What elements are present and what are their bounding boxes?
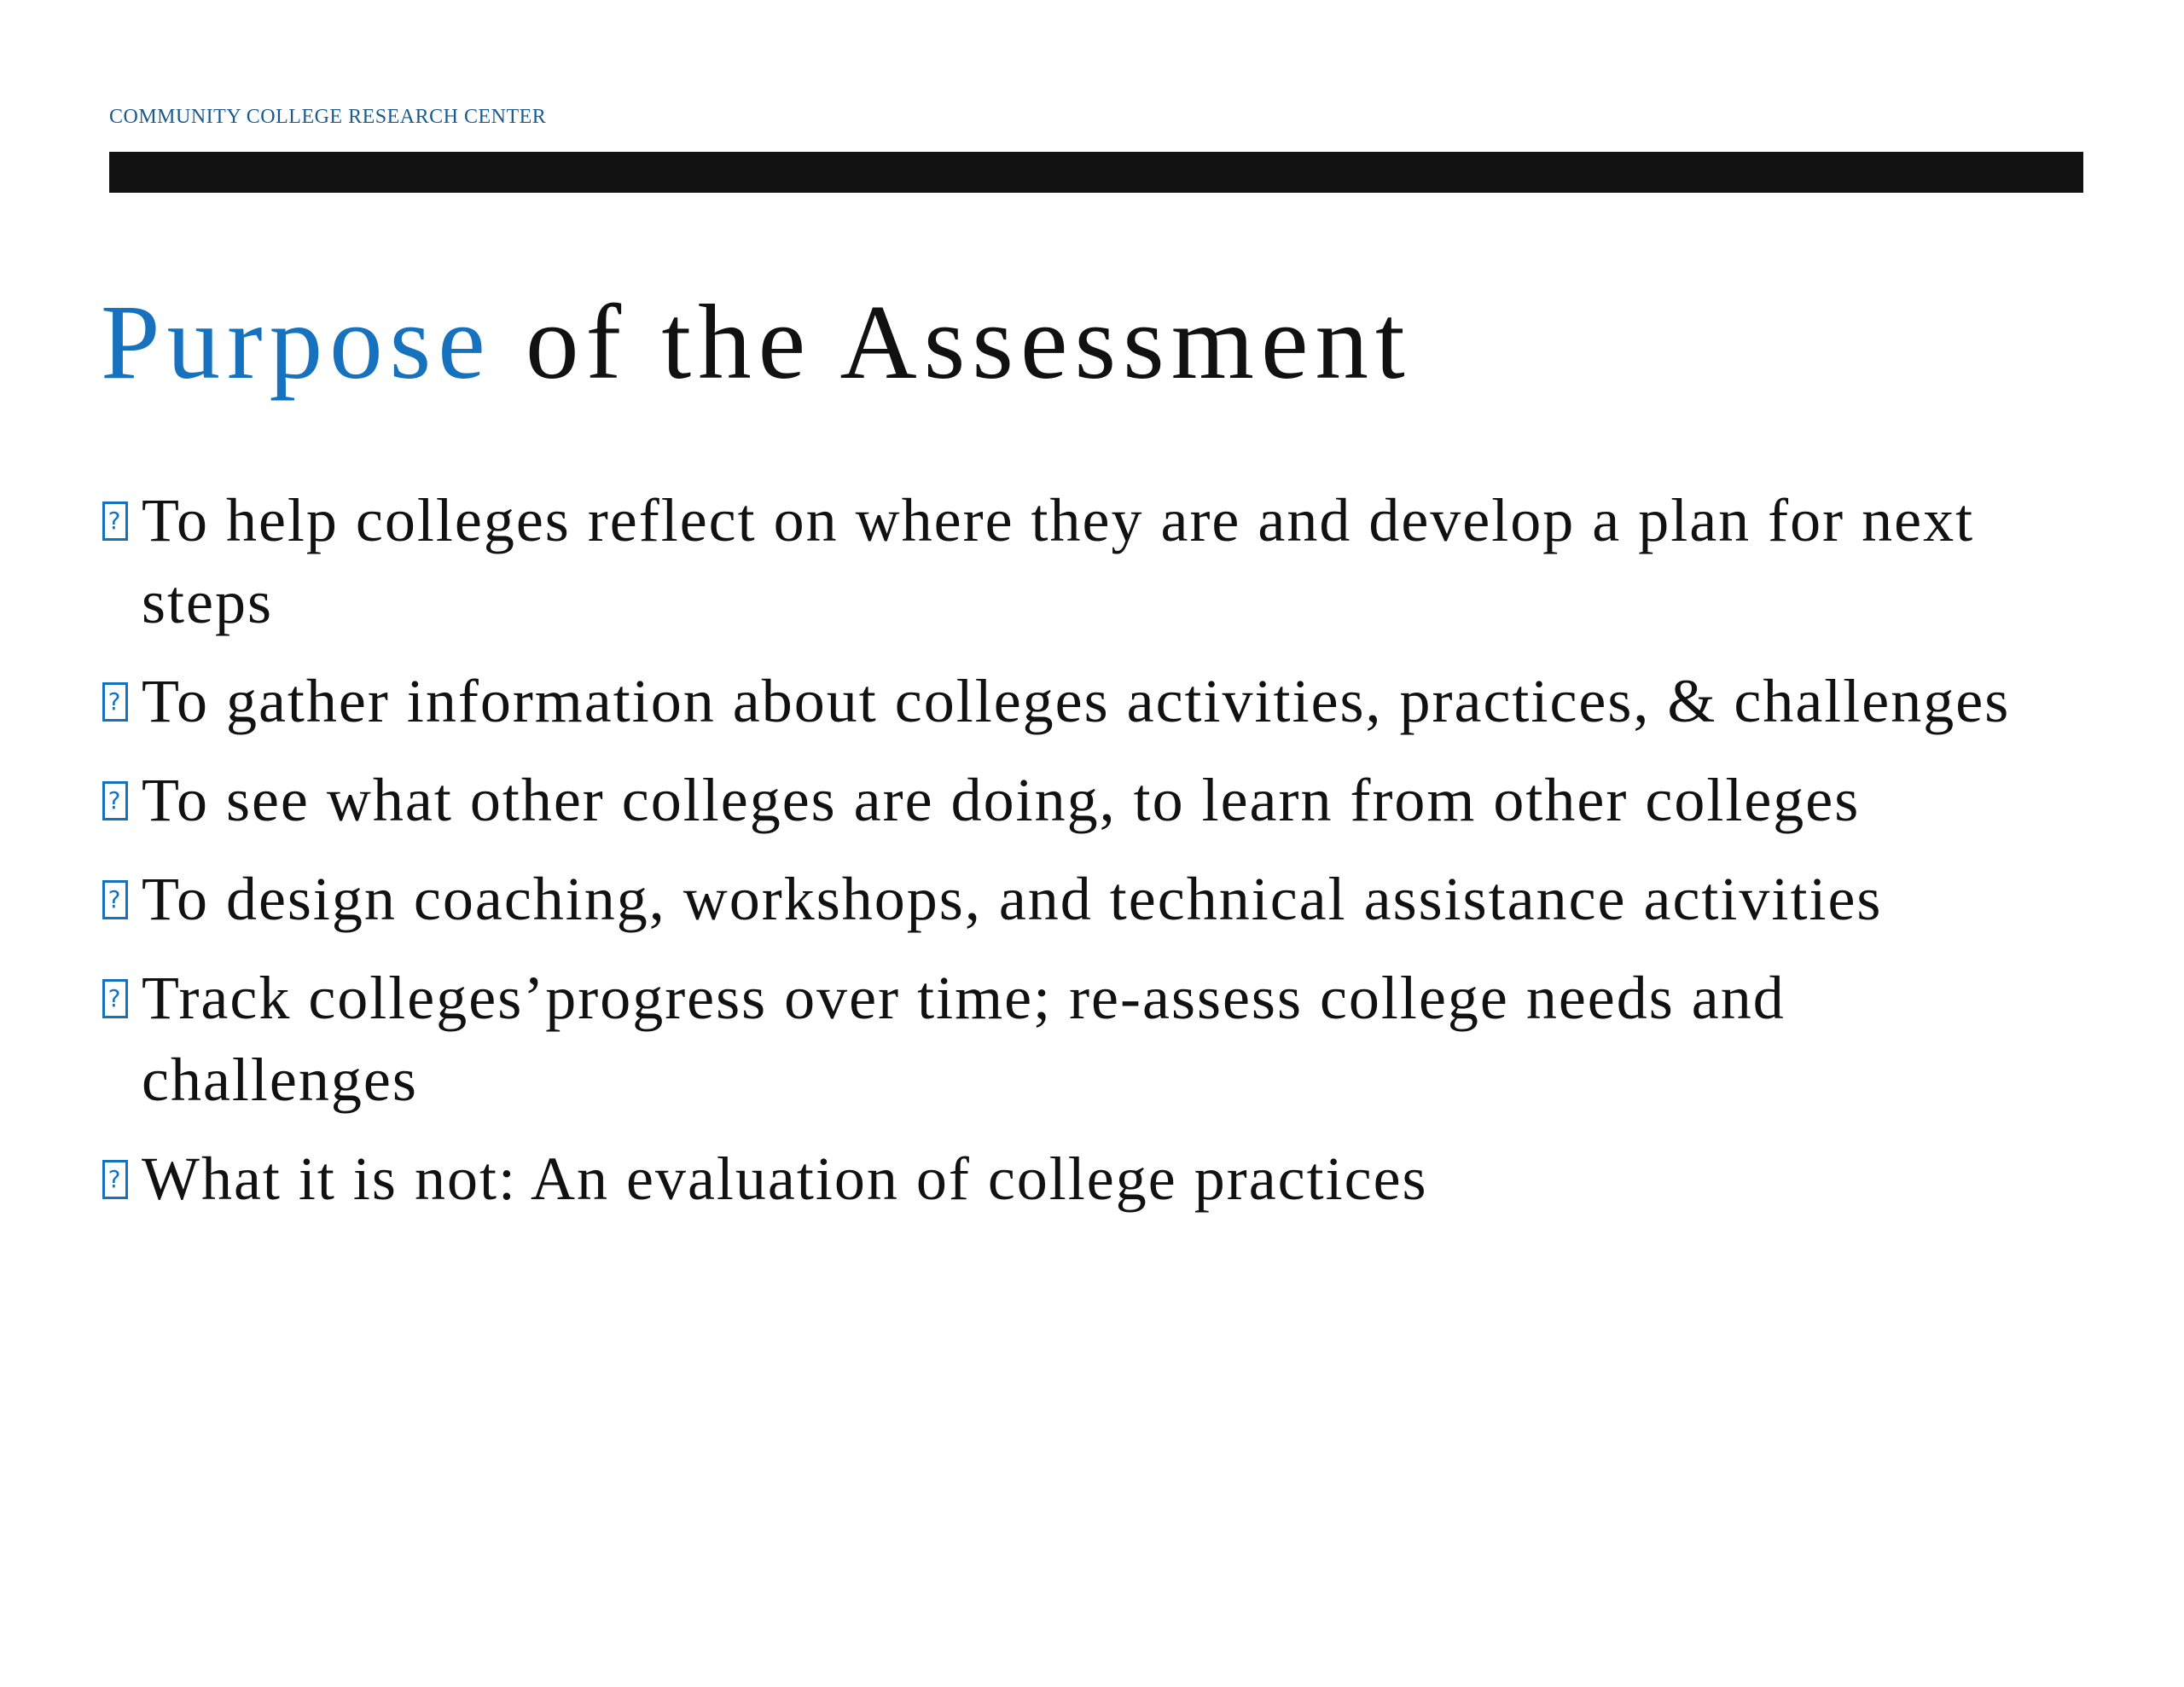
slide-title — [101, 283, 1412, 403]
organization-name: COMMUNITY COLLEGE RESEARCH CENTER — [109, 106, 547, 128]
bullet-item — [101, 1138, 2063, 1220]
bullet-list — [101, 479, 2063, 1237]
bullet-item — [101, 759, 2063, 841]
bullet-box-icon: ? — [102, 1160, 128, 1199]
bullet-box-icon: ? — [102, 682, 128, 722]
bullet-item — [101, 660, 2063, 742]
slide-title-rest: of the Assessment — [491, 284, 1412, 402]
bullet-box-icon: ? — [102, 880, 128, 919]
bullet-box-icon: ? — [102, 781, 128, 820]
bullet-text: To design coaching, workshops, and technical assistance activities — [142, 865, 1883, 933]
bullet-text: What it is not: An evaluation of college practices — [142, 1145, 1428, 1213]
bullet-item — [101, 858, 2063, 940]
bullet-text: To see what other colleges are doing, to learn from other colleges — [142, 766, 1861, 834]
bullet-box-icon: ? — [102, 979, 128, 1018]
bullet-text: To help colleges reflect on where they are and develop a plan for next steps — [142, 486, 1975, 636]
bullet-box-icon: ? — [102, 501, 128, 541]
bullet-item — [101, 957, 2063, 1121]
bullet-text: Track colleges’progress over time; re-assess college needs and challenges — [142, 964, 1786, 1114]
header-divider-bar — [109, 152, 2083, 193]
slide-title-accent: Purpose — [101, 284, 492, 402]
bullet-text: To gather information about colleges activities, practices, & challenges — [142, 667, 2011, 735]
bullet-item — [101, 479, 2063, 643]
